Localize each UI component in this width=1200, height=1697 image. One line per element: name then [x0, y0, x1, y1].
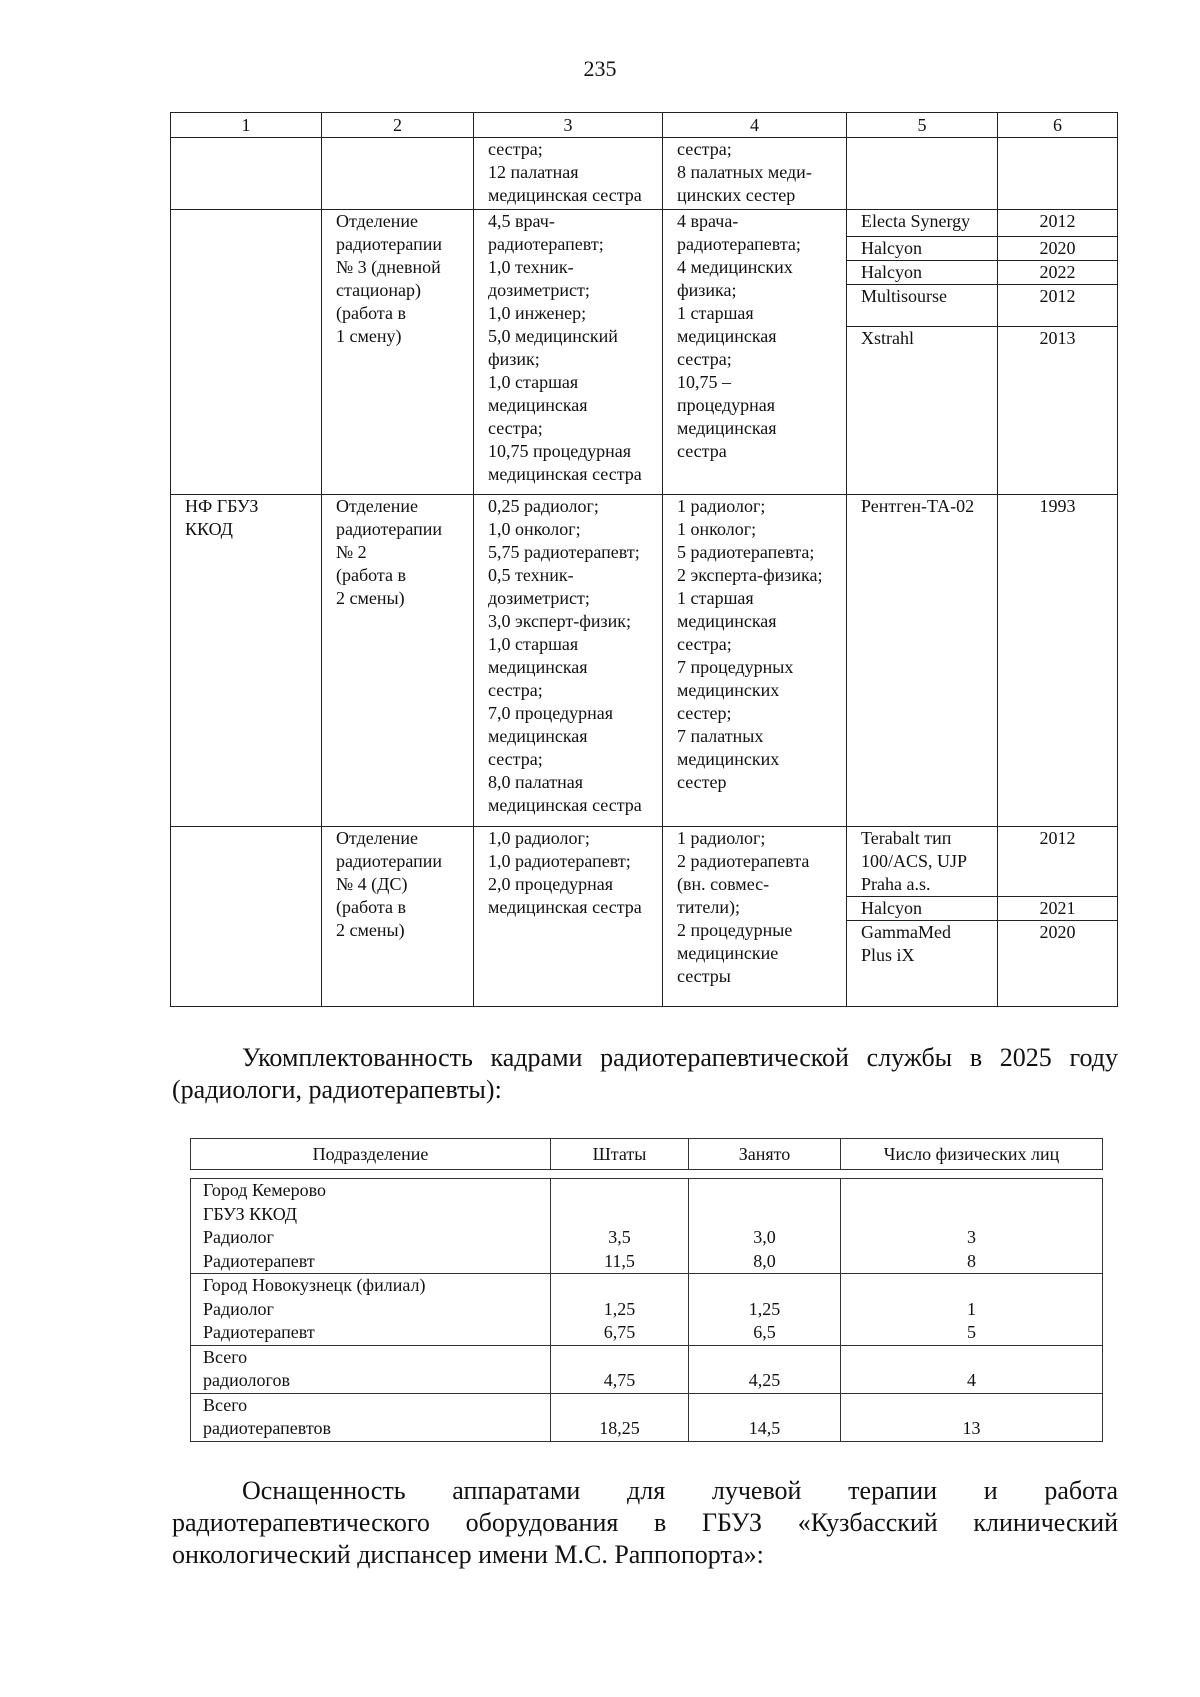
cell-line: 5 радиотерапевта; — [677, 541, 815, 562]
cell-zanyato — [689, 1274, 841, 1346]
cell-line: дозиметрист; — [488, 587, 590, 608]
cell-line: 1,0 старшая — [488, 633, 579, 654]
cell-col4 — [663, 827, 847, 1007]
cell-line: 2 смены) — [336, 920, 405, 941]
cell-line: физик; — [488, 348, 540, 369]
table-row — [171, 209, 1118, 494]
cell-subdivision — [191, 1179, 551, 1274]
cell-line: 1 смену) — [336, 325, 402, 346]
table-row — [171, 827, 1118, 1007]
cell-shtaty — [551, 1345, 689, 1393]
cell-line: 10,75 процедурная — [488, 440, 632, 461]
cell-line: (работа в — [336, 302, 406, 323]
equipment-year-value: 2021 — [1039, 898, 1076, 919]
cell-col4 — [663, 494, 847, 826]
cell-line: ККОД — [185, 518, 233, 539]
equipment-name-line: Halcyon — [861, 261, 922, 282]
cell-line: 1,0 радиотерапевт; — [488, 851, 631, 872]
cell-line: 1,0 онколог; — [488, 518, 581, 539]
cell-line: стационар) — [336, 279, 421, 300]
subdivision-line: Город Кемерово — [203, 1180, 327, 1200]
cell-col3 — [474, 494, 663, 826]
shtaty-line: 18,25 — [599, 1418, 640, 1438]
equipment-name-line: GammaMed — [861, 922, 951, 943]
header-physical-persons: Число физических лиц — [841, 1139, 1103, 1170]
physical-persons-line — [841, 1394, 1102, 1418]
cell-line: 10,75 – — [677, 371, 731, 392]
cell-line: сестра; — [488, 139, 543, 159]
cell-line: (работа в — [336, 564, 406, 585]
cell-line: 0,25 радиолог; — [488, 495, 599, 516]
cell-physical-persons — [841, 1345, 1103, 1393]
equipment-year — [998, 284, 1117, 326]
staffing-row — [191, 1274, 1103, 1346]
zanyato-line — [689, 1203, 840, 1227]
equipment-paragraph — [172, 1475, 1118, 1571]
cell-shtaty — [551, 1179, 689, 1274]
zanyato-line — [689, 1179, 840, 1203]
equipment-year — [998, 495, 1117, 518]
physical-persons-line: 5 — [967, 1322, 976, 1342]
shtaty-line — [551, 1179, 688, 1203]
equipment-year — [998, 236, 1117, 260]
cell-zanyato — [689, 1179, 841, 1274]
zanyato-line: 4,25 — [748, 1370, 781, 1390]
cell-line: радиотерапевта; — [677, 233, 801, 254]
zanyato-line: 1,25 — [748, 1298, 781, 1319]
cell-line: 7,0 процедурная — [488, 702, 614, 723]
table-row — [171, 138, 1118, 210]
cell-line: физика; — [677, 279, 737, 300]
cell-line: 2 радиотерапевта — [677, 851, 810, 872]
cell-equipment-name — [847, 209, 998, 494]
staffing-paragraph-text: Укомплектованность кадрами радиотерапевтической службы в 2025 году (радиологи, радиотерапевты): — [172, 1043, 1118, 1104]
cell-line: № 3 (дневной — [336, 256, 441, 277]
column-number-2: 2 — [322, 113, 474, 138]
cell-col3 — [474, 209, 663, 494]
cell-col4 — [663, 209, 847, 494]
cell-col1 — [171, 138, 322, 210]
equipment-year-value: 2012 — [1039, 210, 1076, 231]
cell-line: медицинские — [677, 943, 779, 964]
cell-line: 1 старшая — [677, 587, 754, 608]
cell-line: (работа в — [336, 897, 406, 918]
cell-col3 — [474, 138, 663, 210]
cell-line: Отделение — [336, 828, 419, 849]
cell-line: 1 онколог; — [677, 518, 757, 539]
cell-col1 — [171, 494, 322, 826]
equipment-name — [847, 236, 997, 260]
cell-line: процедурная — [677, 394, 776, 415]
cell-line: дозиметрист; — [488, 279, 590, 300]
physical-persons-line — [841, 1203, 1102, 1227]
equipment-name — [847, 495, 997, 518]
shtaty-line: 4,75 — [603, 1370, 636, 1390]
equipment-name — [847, 920, 997, 1001]
subdivision-line: радиотерапевтов — [203, 1418, 331, 1438]
equipment-name-line: Electa Synergy — [861, 210, 971, 231]
shtaty-line — [551, 1346, 688, 1370]
cell-line: 1,0 старшая — [488, 371, 579, 392]
cell-line: 1,0 инженер; — [488, 302, 587, 323]
cell-line: сестра — [677, 440, 727, 461]
subdivision-line: Город Новокузнецк (филиал) — [203, 1275, 426, 1295]
cell-line: медицинская — [677, 325, 777, 346]
equipment-name — [847, 326, 997, 470]
physical-persons-line — [841, 1346, 1102, 1370]
equipment-name-line: Halcyon — [861, 237, 922, 258]
physical-persons-line: 4 — [967, 1370, 976, 1390]
subdivision-line: радиологов — [203, 1370, 290, 1390]
equipment-paragraph-text: Оснащенность аппаратами для лучевой терапии и работа радиотерапевтического оборудования в ГБУЗ «Кузбасский клинический онкологический диспансер имени М.С. Раппопорта»: — [172, 1476, 1118, 1569]
equipment-year — [998, 326, 1117, 470]
cell-line: радиотерапии — [336, 851, 443, 872]
column-number-row — [171, 113, 1118, 138]
equipment-name-line: Halcyon — [861, 898, 922, 919]
cell-subdivision — [191, 1274, 551, 1346]
staffing-paragraph — [172, 1042, 1118, 1106]
equipment-year-value: 2020 — [1039, 237, 1076, 258]
shtaty-line — [551, 1274, 688, 1298]
cell-line: сестра; — [488, 679, 543, 700]
equipment-year-value: 2013 — [1039, 327, 1076, 348]
cell-line: медицинских — [677, 748, 780, 769]
column-number-4: 4 — [663, 113, 847, 138]
equipment-year — [998, 827, 1117, 896]
cell-line: 1 старшая — [677, 302, 754, 323]
cell-line: 4,5 врач- — [488, 210, 555, 231]
cell-line: сестер; — [677, 702, 732, 723]
cell-line: 12 палатная — [488, 162, 579, 182]
cell-line: 2 эксперта-физика; — [677, 564, 823, 585]
subdivision-line: Радиотерапевт — [203, 1250, 315, 1271]
physical-persons-line: 8 — [967, 1250, 976, 1271]
staffing-row — [191, 1393, 1103, 1441]
cell-line: сестра; — [677, 348, 732, 369]
cell-col2 — [322, 209, 474, 494]
physical-persons-line: 1 — [967, 1298, 976, 1319]
cell-line: 2,0 процедурная — [488, 874, 614, 895]
physical-persons-line: 3 — [967, 1227, 976, 1247]
cell-line: медицинская — [488, 656, 588, 677]
subdivision-line: Радиотерапевт — [203, 1322, 315, 1342]
cell-line: медицинская — [488, 394, 588, 415]
cell-equipment-year — [998, 209, 1118, 494]
cell-line: медицинских — [677, 679, 780, 700]
header-shtaty: Штаты — [551, 1139, 689, 1170]
zanyato-line: 3,0 — [753, 1227, 776, 1247]
cell-line: радиотерапии — [336, 518, 443, 539]
shtaty-line: 6,75 — [603, 1322, 636, 1342]
cell-line: радиотерапии — [336, 233, 443, 254]
physical-persons-line — [841, 1274, 1102, 1298]
cell-equipment-name — [847, 827, 998, 1007]
cell-line: тители); — [677, 897, 740, 918]
equipment-year — [998, 210, 1117, 236]
cell-line: НФ ГБУЗ — [185, 495, 259, 516]
equipment-year-value: 1993 — [1039, 495, 1076, 516]
cell-line: сестра; — [488, 417, 543, 438]
cell-line: радиотерапевт; — [488, 233, 604, 254]
cell-line: медицинская сестра — [488, 794, 642, 815]
cell-line: 1,0 радиолог; — [488, 828, 590, 849]
cell-equipment-name — [847, 138, 998, 210]
cell-shtaty — [551, 1393, 689, 1441]
cell-line: Отделение — [336, 210, 419, 231]
equipment-year-value: 2012 — [1039, 828, 1076, 849]
cell-line: медицинская сестра — [488, 897, 642, 918]
cell-equipment-year — [998, 494, 1118, 826]
zanyato-line: 8,0 — [753, 1250, 776, 1271]
column-number-6: 6 — [998, 113, 1118, 138]
cell-line: 8,0 палатная — [488, 771, 584, 792]
cell-line: сестра; — [677, 139, 732, 159]
cell-line: (вн. совмес- — [677, 874, 770, 895]
column-number-5: 5 — [847, 113, 998, 138]
cell-line: 7 палатных — [677, 725, 764, 746]
shtaty-line — [551, 1203, 688, 1227]
equipment-name — [847, 210, 997, 236]
cell-line: 2 процедурные — [677, 920, 793, 941]
cell-line: сестра; — [677, 633, 732, 654]
cell-col3 — [474, 827, 663, 1007]
cell-line: 3,0 эксперт-физик; — [488, 610, 632, 631]
equipment-name-line: Multisourse — [861, 285, 948, 306]
cell-line: сестра; — [488, 748, 543, 769]
cell-line: медицинская — [677, 610, 777, 631]
cell-subdivision — [191, 1345, 551, 1393]
shtaty-line: 1,25 — [603, 1298, 636, 1319]
cell-line: цинских сестер — [677, 185, 796, 205]
staffing-row — [191, 1179, 1103, 1274]
cell-line: 0,5 техник- — [488, 564, 574, 585]
cell-line: 5,75 радиотерапевт; — [488, 541, 640, 562]
equipment-year-value: 2020 — [1039, 922, 1076, 943]
subdivision-line: Радиолог — [203, 1298, 274, 1319]
zanyato-line — [689, 1346, 840, 1370]
cell-line: медицинская — [488, 725, 588, 746]
cell-physical-persons — [841, 1179, 1103, 1274]
cell-line: 4 медицинских — [677, 256, 793, 277]
cell-physical-persons — [841, 1393, 1103, 1441]
staffing-row — [191, 1345, 1103, 1393]
equipment-staffing-table — [170, 112, 1118, 1007]
cell-zanyato — [689, 1393, 841, 1441]
shtaty-line — [551, 1394, 688, 1418]
cell-col1 — [171, 827, 322, 1007]
cell-col2 — [322, 138, 474, 210]
cell-col2 — [322, 494, 474, 826]
equipment-name — [847, 827, 997, 896]
subdivision-line: Всего — [203, 1394, 248, 1415]
cell-line: Отделение — [336, 495, 419, 516]
cell-line: 1 радиолог; — [677, 828, 766, 849]
cell-line: медицинская сестра — [488, 185, 642, 205]
staffing-table-header — [190, 1138, 1103, 1170]
cell-equipment-name — [847, 494, 998, 826]
cell-line: № 2 — [336, 541, 367, 562]
cell-line: 1 радиолог; — [677, 495, 766, 516]
equipment-name-line: Xstrahl — [861, 327, 914, 348]
cell-line: сестры — [677, 966, 731, 987]
shtaty-line: 3,5 — [608, 1227, 631, 1247]
cell-col2 — [322, 827, 474, 1007]
subdivision-line: Всего — [203, 1346, 248, 1367]
subdivision-line: ГБУЗ ККОД — [203, 1203, 298, 1224]
staffing-table — [190, 1178, 1103, 1442]
equipment-year-value: 2022 — [1039, 261, 1076, 282]
cell-line: медицинская — [677, 417, 777, 438]
equipment-name-line: Praha a.s. — [861, 874, 931, 895]
zanyato-line: 14,5 — [748, 1418, 781, 1438]
cell-equipment-year — [998, 827, 1118, 1007]
zanyato-line: 6,5 — [753, 1322, 776, 1342]
physical-persons-line: 13 — [962, 1418, 981, 1438]
column-number-1: 1 — [171, 113, 322, 138]
equipment-name-line: Terabalt тип — [861, 828, 952, 849]
cell-line: 8 палатных меди- — [677, 162, 812, 182]
subdivision-line: Радиолог — [203, 1227, 274, 1247]
cell-col1 — [171, 209, 322, 494]
cell-line: 4 врача- — [677, 210, 739, 231]
column-number-3: 3 — [474, 113, 663, 138]
cell-zanyato — [689, 1345, 841, 1393]
cell-equipment-year — [998, 138, 1118, 210]
shtaty-line: 11,5 — [604, 1250, 635, 1271]
equipment-name-line: Рентген-ТА-02 — [861, 495, 975, 516]
cell-line: сестер — [677, 771, 727, 792]
cell-line: 7 процедурных — [677, 656, 794, 677]
cell-line: № 4 (ДС) — [336, 874, 408, 895]
header-zanyato: Занято — [689, 1139, 841, 1170]
cell-line: 5,0 медицинский — [488, 325, 618, 346]
cell-col4 — [663, 138, 847, 210]
equipment-year — [998, 260, 1117, 284]
table-row — [171, 494, 1118, 826]
cell-physical-persons — [841, 1274, 1103, 1346]
cell-line: медицинская сестра — [488, 463, 642, 484]
equipment-year-value: 2012 — [1039, 285, 1076, 306]
equipment-name-line: 100/ACS, UJP — [861, 851, 968, 872]
equipment-year — [998, 920, 1117, 1001]
equipment-name — [847, 896, 997, 920]
equipment-year — [998, 896, 1117, 920]
cell-line: 2 смены) — [336, 587, 405, 608]
physical-persons-line — [841, 1179, 1102, 1203]
cell-line: 1,0 техник- — [488, 256, 574, 277]
equipment-name — [847, 284, 997, 326]
cell-subdivision — [191, 1393, 551, 1441]
equipment-name-line: Plus iX — [861, 945, 915, 966]
cell-shtaty — [551, 1274, 689, 1346]
header-subdivision: Подразделение — [191, 1139, 551, 1170]
zanyato-line — [689, 1394, 840, 1418]
equipment-name — [847, 260, 997, 284]
zanyato-line — [689, 1274, 840, 1298]
page-number: 235 — [583, 56, 617, 81]
